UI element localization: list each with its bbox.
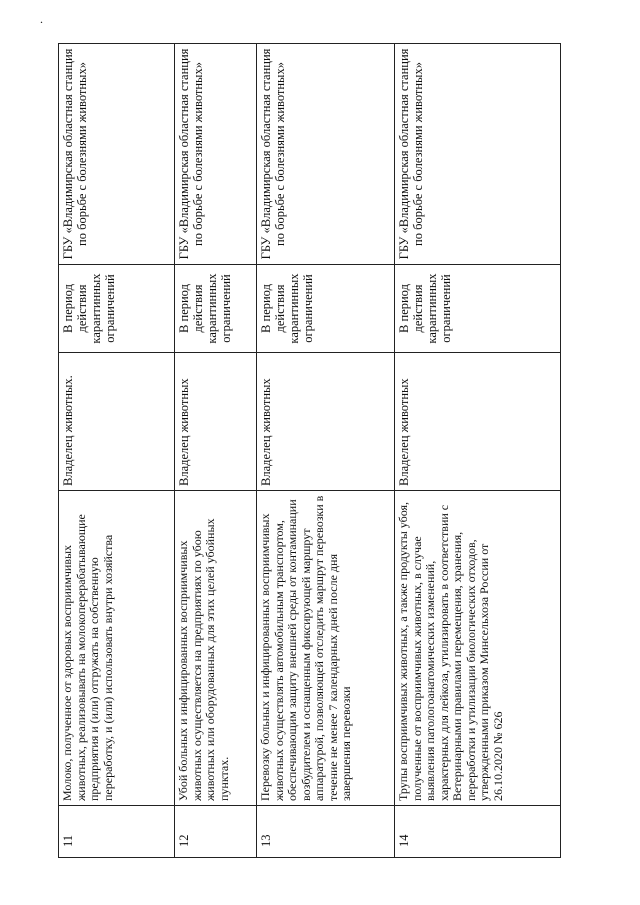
row-period: В период действия карантинных ограничений bbox=[175, 265, 257, 353]
row-description: Молоко, полученное от здоровых восприимчивых животных, реализовывать на молокоперерабатывающие предприятия и (или) отгружать на собственную переработку, и (или) использовать внутри хозяйства bbox=[59, 491, 175, 806]
page-mark: . bbox=[40, 12, 43, 26]
row-executor: Владелец животных bbox=[395, 353, 561, 491]
table-row bbox=[257, 44, 395, 858]
row-number: 12 bbox=[175, 806, 257, 858]
table-row bbox=[175, 44, 257, 858]
row-number: 13 bbox=[257, 806, 395, 858]
row-period: В период действия карантинных ограничений bbox=[59, 265, 175, 353]
rotated-table-wrapper bbox=[58, 44, 560, 858]
table-row bbox=[59, 44, 175, 858]
row-responsible: ГБУ «Владимирская областная станция по борьбе с болезнями животных» bbox=[395, 44, 561, 265]
row-responsible: ГБУ «Владимирская областная станция по борьбе с болезнями животных» bbox=[175, 44, 257, 265]
row-responsible: ГБУ «Владимирская областная станция по борьбе с болезнями животных» bbox=[59, 44, 175, 265]
row-executor: Владелец животных bbox=[175, 353, 257, 491]
row-responsible: ГБУ «Владимирская областная станция по борьбе с болезнями животных» bbox=[257, 44, 395, 265]
measures-table bbox=[58, 43, 561, 858]
row-number: 11 bbox=[59, 806, 175, 858]
row-executor: Владелец животных bbox=[257, 353, 395, 491]
row-description: Перевозку больных и инфицированных восприимчивых животных осуществлять автомобильным транспортом, обеспечивающим защиту внешней среды от контаминации возбудителем и оснащенным фиксирующей маршрут аппаратурой, позволяющей отследить маршрут перевозки в течение не менее 7 календарных дней после дня завершения перевозки bbox=[257, 491, 395, 806]
row-executor: Владелец животных. bbox=[59, 353, 175, 491]
table-row bbox=[395, 44, 561, 858]
row-description: Убой больных и инфицированных восприимчивых животных осуществляется на предприятиях по убою животных или оборудованных для этих целей убойных пунктах. bbox=[175, 491, 257, 806]
row-period: В период действия карантинных ограничений bbox=[395, 265, 561, 353]
row-number: 14 bbox=[395, 806, 561, 858]
row-period: В период действия карантинных ограничений bbox=[257, 265, 395, 353]
row-description: Трупы восприимчивых животных, а также продукты убоя, полученные от восприимчивых животных, в случае выявления патологоанатомических изменений, характерных для лейкоза, утилизировать в соответствии с Ветеринарными правилами перемещения, хранения, переработки и утилизации биологических отходов, утвержденными приказом Минсельхоза России от 26.10.2020 № 626 bbox=[395, 491, 561, 806]
